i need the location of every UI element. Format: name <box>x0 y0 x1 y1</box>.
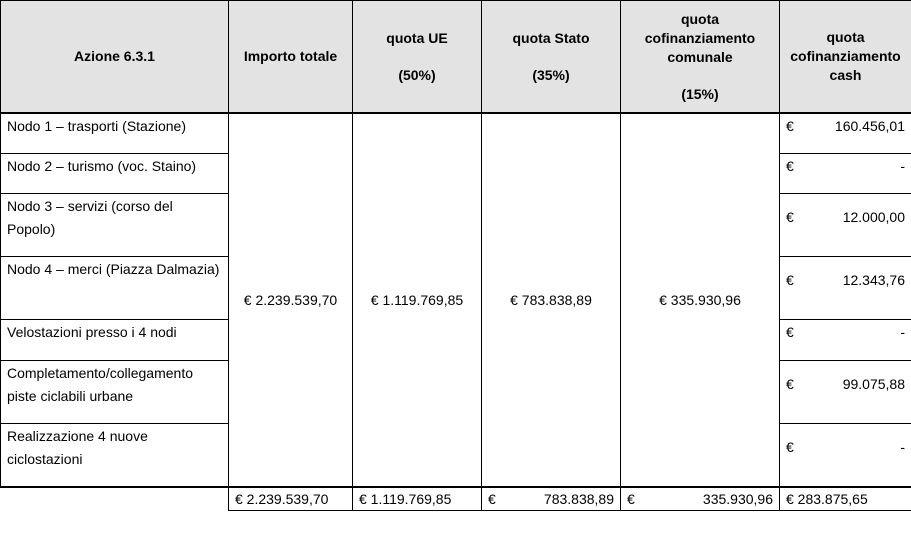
cash-currency: € <box>786 376 794 392</box>
cash-currency: € <box>786 272 794 288</box>
cash-cell <box>780 257 911 320</box>
cash-cell <box>780 113 911 154</box>
header-comunale-percent: (15%) <box>681 85 719 102</box>
header-importo <box>229 1 353 114</box>
cash-cell <box>780 424 911 488</box>
cash-currency: € <box>786 118 794 134</box>
total-stato <box>482 487 621 511</box>
total-comunale-amount: 335.930,96 <box>702 491 773 507</box>
header-quota-stato <box>482 1 621 114</box>
cash-cell <box>780 154 911 194</box>
cash-amount: 99.075,88 <box>842 376 905 392</box>
cash-amount: - <box>900 324 905 340</box>
header-quota-cash <box>780 1 911 114</box>
cash-currency: € <box>786 209 794 225</box>
row-label: Nodo 1 – trasporti (Stazione) <box>1 113 229 154</box>
totals-row <box>1 487 911 511</box>
header-cash-line1: quota <box>826 29 865 45</box>
cash-amount: 160.456,01 <box>834 118 905 134</box>
header-stato-percent: (35%) <box>532 66 570 83</box>
header-azione-text: Azione 6.3.1 <box>74 48 155 64</box>
totals-label-cell <box>1 487 229 511</box>
header-quota-comunale <box>621 1 780 114</box>
row-label: Velostazioni presso i 4 nodi <box>1 320 229 361</box>
cash-amount: - <box>900 158 905 174</box>
cash-amount: 12.000,00 <box>842 209 905 225</box>
total-stato-currency: € <box>488 491 496 507</box>
cash-cell <box>780 194 911 257</box>
header-comunale-line2: cofinanziamento <box>644 29 756 46</box>
header-cash-line3: cash <box>829 67 862 83</box>
total-stato-amount: 783.838,89 <box>543 491 614 507</box>
total-cash: € 283.875,65 <box>780 487 911 511</box>
cash-amount: - <box>900 439 905 455</box>
quota-ue-value: € 1.119.769,85 <box>353 113 482 487</box>
header-stato-label: quota Stato <box>512 29 590 46</box>
cash-currency: € <box>786 158 794 174</box>
quota-comunale-value: € 335.930,96 <box>621 113 780 487</box>
cash-cell <box>780 320 911 361</box>
row-label: Realizzazione 4 nuove ciclostazioni <box>1 424 229 488</box>
header-comunale-line1: quota <box>680 10 720 27</box>
row-label: Nodo 3 – servizi (corso del Popolo) <box>1 194 229 257</box>
cash-amount: 12.343,76 <box>842 272 905 288</box>
header-importo-text: Importo totale <box>243 48 338 64</box>
cash-cell <box>780 361 911 424</box>
total-importo: € 2.239.539,70 <box>229 487 353 511</box>
total-comunale <box>621 487 780 511</box>
header-ue-percent: (50%) <box>398 66 436 83</box>
total-comunale-currency: € <box>627 491 635 507</box>
row-label: Nodo 2 – turismo (voc. Staino) <box>1 154 229 194</box>
cash-currency: € <box>786 324 794 340</box>
importo-totale-value: € 2.239.539,70 <box>229 113 353 487</box>
header-ue-label: quota UE <box>386 29 448 46</box>
quota-stato-value: € 783.838,89 <box>482 113 621 487</box>
row-label: Completamento/collegamento piste ciclabili urbane <box>1 361 229 424</box>
header-row <box>1 1 911 114</box>
header-comunale-line3: comunale <box>667 48 733 65</box>
cash-currency: € <box>786 439 794 455</box>
total-ue: € 1.119.769,85 <box>353 487 482 511</box>
header-azione <box>1 1 229 114</box>
row-label: Nodo 4 – merci (Piazza Dalmazia) <box>1 257 229 320</box>
header-cash-line2: cofinanziamento <box>790 48 901 64</box>
table-row <box>1 113 911 154</box>
header-quota-ue <box>353 1 482 114</box>
